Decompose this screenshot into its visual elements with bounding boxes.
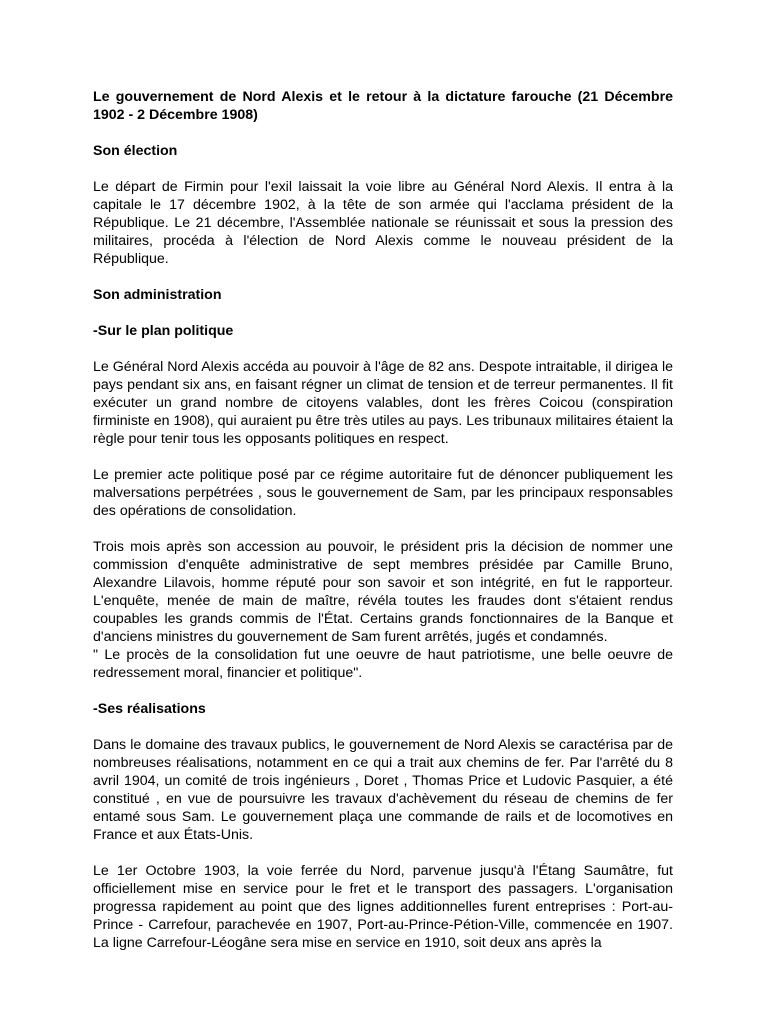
paragraph-politique-quote: " Le procès de la consolidation fut une oeuvre de haut patriotisme, une belle oeuvre de redressement moral, financier et politique".: [93, 647, 673, 681]
paragraph-politique-2: Le premier acte politique posé par ce régime autoritaire fut de dénoncer publiquement les malversations perpétrées , sous le gouvernement de Sam, par les principaux responsables des opérations de consolidation.: [93, 467, 673, 519]
paragraph-realisations-1: Dans le domaine des travaux publics, le gouvernement de Nord Alexis se caractérisa par de nombreuses réalisations, notamment en ce qui a trait aux chemins de fer. Par l'arrêté du 8 avril 1904, un comité de trois ingénieurs , Doret , Thomas Price et Ludovic Pasquier, a été constitué , en vue de poursuivre les travaux d'achèvement du réseau de chemins de fer entamé sous Sam. Le gouvernement plaça une commande de rails et de locomotives en France et aux États-Unis.: [93, 737, 673, 843]
heading-realisations: -Ses réalisations: [93, 701, 206, 717]
paragraph-politique-3: Trois mois après son accession au pouvoir, le président pris la décision de nommer une commission d'enquête administrative de sept membres présidée par Camille Bruno, Alexandre Lilavois, homme réputé pour son savoir et son intégrité, en fut le rapporteur. L'enquête, menée de main de maître, révéla toutes les fraudes dont s'étaient rendus coupables les grands commis de l'État. Certains grands fonctionnaires de la Banque et d'anciens ministres du gouvernement de Sam furent arrêtés, jugés et condamnés.: [93, 539, 673, 645]
document-title: Le gouvernement de Nord Alexis et le retour à la dictature farouche (21 Décembre 1902 - 2 Décembre 1908): [93, 89, 673, 123]
paragraph-realisations-2: Le 1er Octobre 1903, la voie ferrée du Nord, parvenue jusqu'à l'Étang Saumâtre, fut officiellement mise en service pour le fret et le transport des passagers. L'organisation progressa rapidement au point que des lignes additionnelles furent entreprises : Port-au-Prince - Carrefour, parachevée en 1907, Port-au-Prince-Pétion-Ville, commencée en 1907. La ligne Carrefour-Léogâne sera mise en service en 1910, soit deux ans après la: [93, 863, 673, 951]
heading-election: Son élection: [93, 143, 178, 159]
paragraph-politique-1: Le Général Nord Alexis accéda au pouvoir à l'âge de 82 ans. Despote intraitable, il dirigea le pays pendant six ans, en faisant régner un climat de tension et de terreur permanentes. Il fit exécuter un grand nombre de citoyens valables, dont les frères Coicou (conspiration firministe en 1908), qui auraient pu être très utiles au pays. Les tribunaux militaires étaient la règle pour tenir tous les opposants politiques en respect.: [93, 359, 673, 447]
document-page: [93, 88, 673, 952]
heading-administration: Son administration: [93, 287, 222, 303]
heading-plan-politique: -Sur le plan politique: [93, 323, 234, 339]
paragraph-election: Le départ de Firmin pour l'exil laissait la voie libre au Général Nord Alexis. Il entra à la capitale le 17 décembre 1902, à la tête de son armée qui l'acclama président de la République. Le 21 décembre, l'Assemblée nationale se réunissait et sous la pression des militaires, procéda à l'élection de Nord Alexis comme le nouveau président de la République.: [93, 179, 673, 267]
